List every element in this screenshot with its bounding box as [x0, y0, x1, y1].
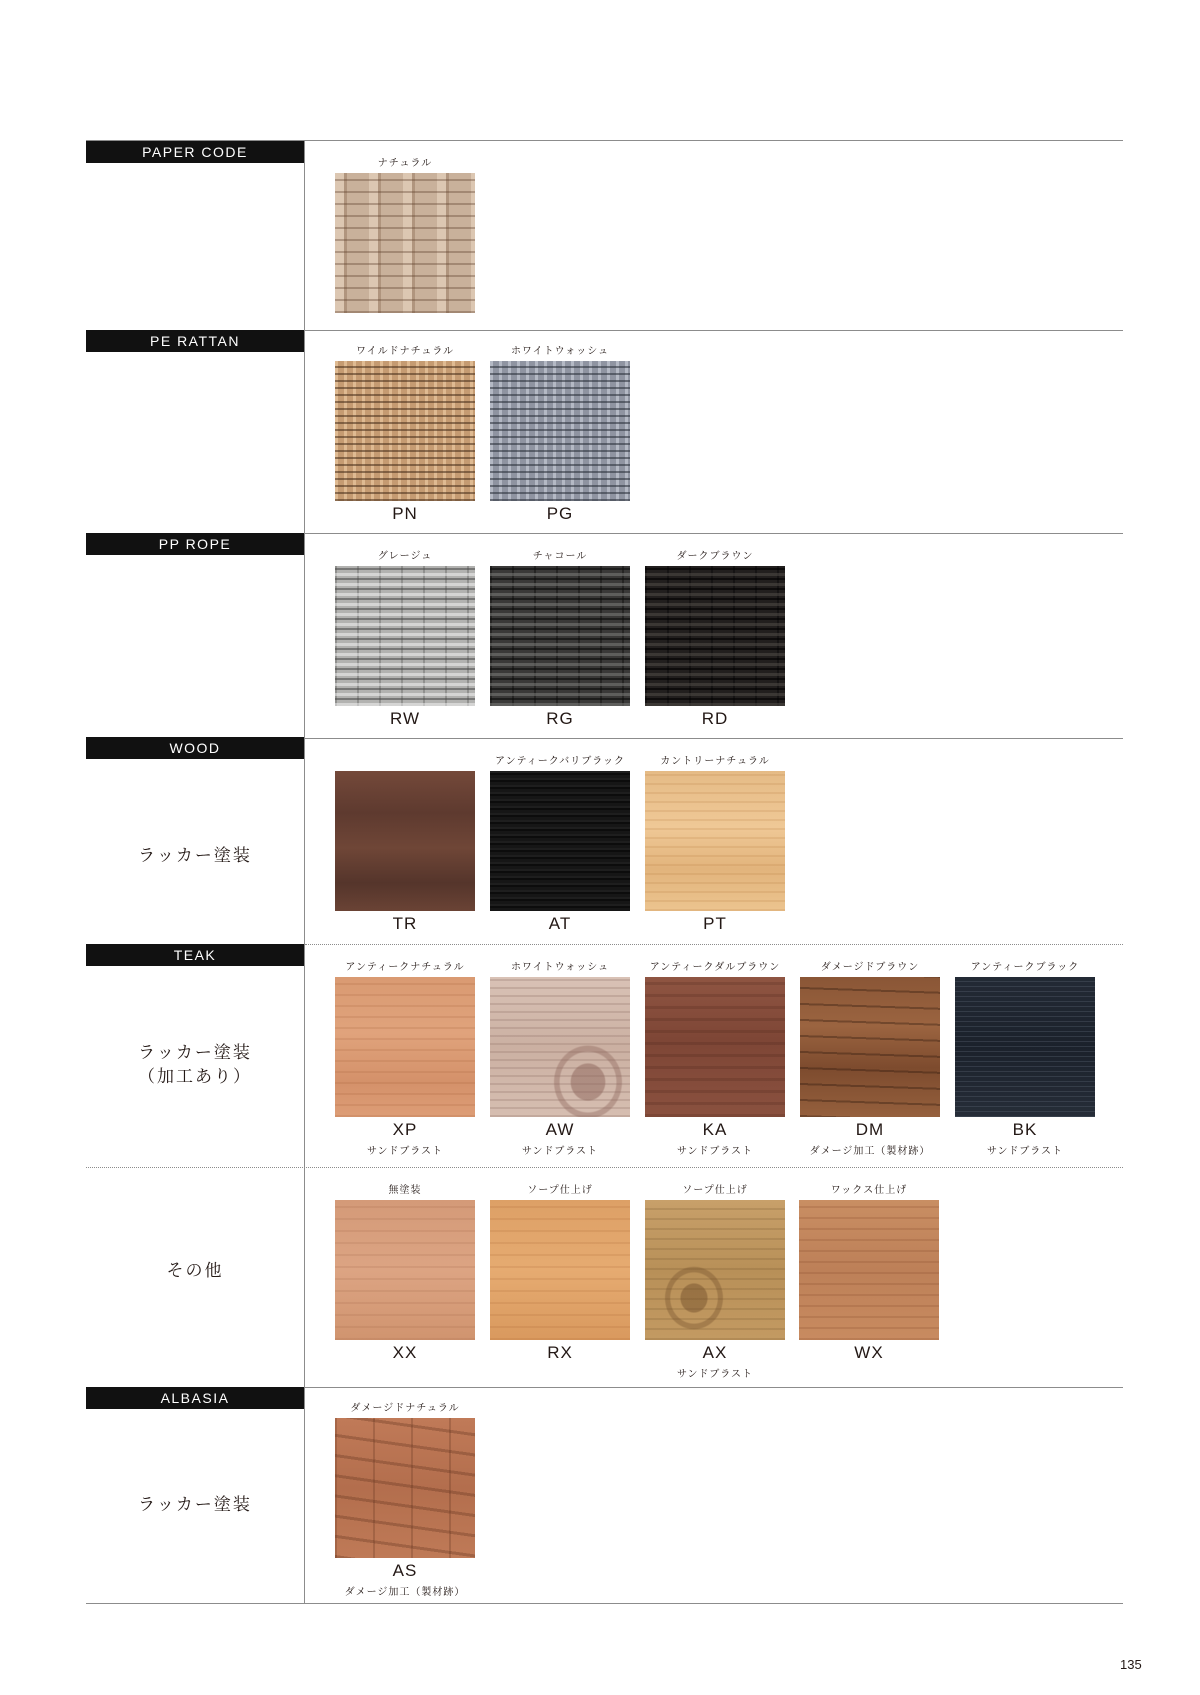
swatch-name: グレージュ [377, 551, 433, 562]
swatch-image [335, 566, 475, 706]
swatch-bk [955, 962, 1111, 1157]
swatch-name: ホワイトウォッシュ [510, 346, 610, 357]
swatch-image [490, 566, 630, 706]
swatch-code: RW [389, 709, 420, 728]
swatch-image [490, 1200, 630, 1340]
finish-label-teak [86, 1041, 304, 1089]
swatch-code: AW [545, 1120, 575, 1139]
swatch-note: サンドブラスト [677, 1369, 753, 1380]
swatch-aw [490, 962, 646, 1157]
swatch-ax [645, 1185, 801, 1380]
swatch-name: ナチュラル [377, 158, 433, 169]
swatch-image [800, 977, 940, 1117]
swatch-xx [335, 1185, 491, 1362]
swatch-note: サンドブラスト [522, 1146, 598, 1157]
swatch-paper-natural [335, 158, 491, 313]
section-divider-teak-top [305, 944, 1123, 945]
swatch-as [335, 1403, 491, 1598]
swatch-name: ソープ仕上げ [527, 1185, 593, 1196]
swatch-code: PG [546, 504, 574, 523]
swatch-name: アンティークブラック [970, 962, 1080, 973]
swatch-tr [335, 771, 491, 933]
swatch-image [645, 771, 785, 911]
swatch-image [955, 977, 1095, 1117]
swatch-code: KA [702, 1120, 728, 1139]
swatch-image [335, 1418, 475, 1558]
swatch-image [335, 1200, 475, 1340]
swatch-code: RX [547, 1343, 573, 1362]
swatch-note: ダメージ加工（製材跡） [344, 1587, 466, 1598]
swatch-ka [645, 962, 801, 1157]
swatch-pg [490, 346, 646, 523]
swatch-note: サンドブラスト [367, 1146, 443, 1157]
swatch-name: ダメージドブラウン [820, 962, 920, 973]
swatch-name: 無塗装 [388, 1185, 422, 1196]
finish-label-teak-line2: （加工あり） [138, 1067, 252, 1087]
swatch-code: XX [392, 1343, 418, 1362]
swatch-image [335, 173, 475, 313]
swatch-image [335, 361, 475, 501]
finish-label-wood: ラッカー塗装 [138, 846, 252, 866]
swatch-note: ダメージ加工（製材跡） [809, 1146, 931, 1157]
swatch-image [335, 771, 475, 911]
section-header-wood: WOOD [86, 737, 304, 759]
section-divider-bottom [86, 1603, 1123, 1604]
swatch-code: DM [855, 1120, 885, 1139]
swatch-image [645, 977, 785, 1117]
finish-label-teak-line1: ラッカー塗装 [138, 1043, 252, 1063]
swatch-name: カントリーナチュラル [660, 756, 770, 767]
swatch-rw [335, 551, 491, 728]
swatch-code: PN [392, 504, 418, 523]
swatch-image [490, 361, 630, 501]
swatch-rx [490, 1185, 646, 1362]
swatch-name: ワイルドナチュラル [355, 346, 455, 357]
swatch-name: アンティークナチュラル [345, 962, 465, 973]
swatch-code: AX [702, 1343, 728, 1362]
swatch-at [490, 756, 646, 933]
swatch-name: アンティークダルブラウン [649, 962, 781, 973]
swatch-image [799, 1200, 939, 1340]
section-header-pp-rope: PP ROPE [86, 533, 304, 555]
swatch-rg [490, 551, 646, 728]
swatch-name: ダメージドナチュラル [350, 1403, 460, 1414]
swatch-pn [335, 346, 491, 523]
section-header-albasia: ALBASIA [86, 1387, 304, 1409]
swatch-name: ソープ仕上げ [682, 1185, 748, 1196]
swatch-note: サンドブラスト [677, 1146, 753, 1157]
swatch-code: BK [1012, 1120, 1038, 1139]
swatch-image [645, 566, 785, 706]
section-header-teak: TEAK [86, 944, 304, 966]
swatch-code: PT [703, 914, 727, 933]
swatch-image [490, 977, 630, 1117]
section-header-pe-rattan: PE RATTAN [86, 330, 304, 352]
section-header-paper-code: PAPER CODE [86, 141, 304, 163]
page-number: 135 [1120, 1657, 1142, 1672]
swatch-code: AS [392, 1561, 418, 1580]
swatch-wx [799, 1185, 955, 1362]
swatch-rd [645, 551, 801, 728]
swatch-code: RG [546, 709, 574, 728]
finish-label-albasia: ラッカー塗装 [138, 1495, 252, 1515]
swatch-code: RD [701, 709, 729, 728]
swatch-name: ワックス仕上げ [830, 1185, 908, 1196]
swatch-code: AT [548, 914, 572, 933]
swatch-name: ホワイトウォッシュ [510, 962, 610, 973]
swatch-dm [800, 962, 956, 1157]
swatch-image [335, 977, 475, 1117]
column-divider [304, 140, 305, 1603]
swatch-image [645, 1200, 785, 1340]
swatch-name: ダークブラウン [676, 551, 754, 562]
swatch-code: WX [854, 1343, 884, 1362]
swatch-image [490, 771, 630, 911]
swatch-code: XP [392, 1120, 418, 1139]
swatch-name: チャコール [532, 551, 588, 562]
swatch-code: TR [392, 914, 418, 933]
finish-label-other: その他 [166, 1261, 224, 1281]
swatch-xp [335, 962, 491, 1157]
swatch-note: サンドブラスト [987, 1146, 1063, 1157]
section-divider-other-top [86, 1167, 1123, 1168]
swatch-pt [645, 756, 801, 933]
swatch-name: アンティークバリブラック [495, 756, 625, 767]
